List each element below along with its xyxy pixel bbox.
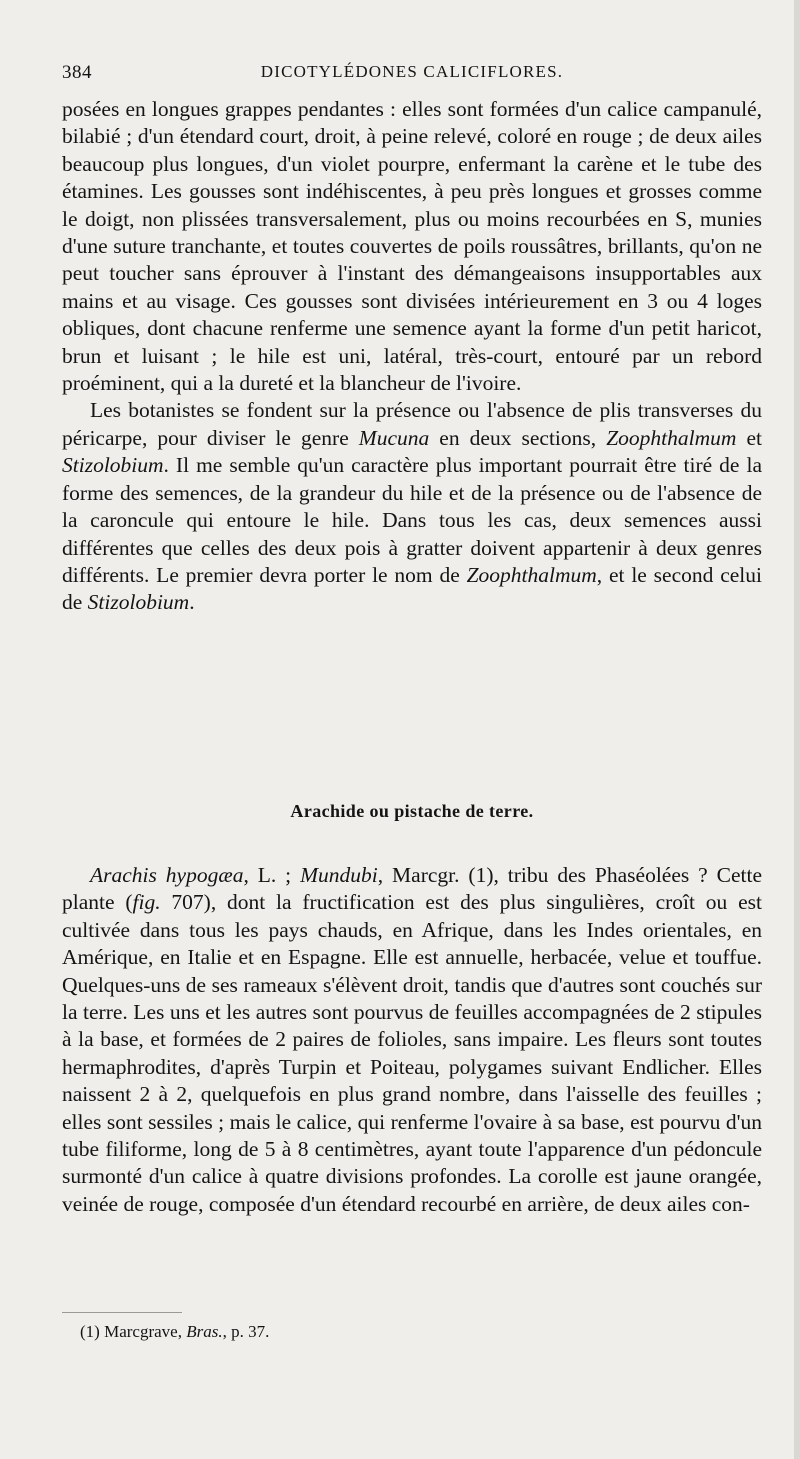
- page-edge: [794, 0, 800, 1459]
- genus-name: Zoophthalmum: [606, 425, 737, 450]
- species-name: Arachis hypogæa: [90, 863, 244, 887]
- paragraph-arachis: [62, 862, 762, 1218]
- paragraph-text: . Il me semble qu'un caractère plus important pourrait être tiré de la forme des semences, de la grandeur du hile et de la présence ou de l'absence de la caroncule qui entoure le hile. Dans tous les cas, deux semences aussi différentes que celles des deux pois à gratter doivent appartenir à deux genres différents. Le premier devra porter le nom de: [62, 453, 762, 587]
- footnote: [80, 1322, 269, 1342]
- text-block-upper: [62, 96, 762, 617]
- paragraph-continued: posées en longues grappes pendantes : elles sont formées d'un calice campanulé, bilabié ; d'un étendard court, droit, à peine relevé, coloré en rouge ; de deux ailes beaucoup plus longues, d'un violet pourpre, enfermant la carène et le tube des étamines. Les gousses sont indéhiscentes, à peu près longues et grosses comme le doigt, non plissées transversalement, plus ou moins recourbées en S, munies d'une suture tranchante, et toutes couvertes de poils roussâtres, brillants, qu'on ne peut toucher sans éprouver à l'instant des démangeaisons insupportables aux mains et au visage. Ces gousses sont divisées intérieurement en 3 ou 4 loges obliques, dont chacune renferme une semence ayant la forme d'un petit haricot, brun et luisant ; le hile est uni, latéral, très-court, entouré par un rebord proéminent, qui a la dureté et la blancheur de l'ivoire.: [62, 97, 762, 396]
- synonym-name: Mundubi: [300, 863, 378, 887]
- footnote-text: , p. 37.: [222, 1322, 270, 1341]
- genus-name: Mucuna: [358, 425, 430, 450]
- footnote-divider: [62, 1312, 182, 1313]
- paragraph-text: , L. ;: [243, 863, 301, 887]
- genus-name: Stizolobium: [87, 590, 190, 615]
- figure-reference: fig.: [132, 890, 161, 915]
- paragraph-text: , Marcgr. (1), tribu des Phaséolées ? Cette plante (: [62, 863, 763, 915]
- text-block-lower: [62, 862, 762, 1218]
- paragraph-text: , et le second celui de: [62, 562, 762, 615]
- genus-name: Stizolobium: [62, 453, 164, 478]
- paragraph-text: 707), dont la fructification est des plus singulières, croît ou est cultivée dans tous les pays chauds, en Afrique, dans les Indes orientales, en Amérique, en Italie et en Espagne. Elle est annuelle, herbacée, velue et touffue. Quelques-uns de ses rameaux s'élèvent droit, tandis que d'autres sont couchés sur la terre. Les uns et les autres sont pourvus de feuilles accompagnées de 2 stipules à la base, et formées de 2 paires de folioles, sans impaire. Les fleurs sont toutes hermaphrodites, d'après Turpin et Poiteau, polygames suivant Endlicher. Elles naissent 2 à 2, quelquefois en plus grand nombre, dans l'aisselle des feuilles ; elles sont sessiles ; mais le calice, qui renferme l'ovaire à sa base, est pourvu d'un tube filiforme, long de 5 à 8 centimètres, ayant toute l'apparence d'un pédoncule surmonté d'un calice à quatre divisions profondes. La corolle est jaune orangée, veinée de rouge, composée d'un étendard recourbé en arrière, de deux ailes con-: [62, 890, 762, 1216]
- paragraph-text: Les botanistes se fondent sur la présence ou l'absence de plis transverses du péricarpe, pour diviser le genre: [62, 398, 762, 450]
- running-title: DICOTYLÉDONES CALICIFLORES.: [260, 62, 564, 81]
- footnote-source: Bras.: [186, 1322, 223, 1341]
- paragraph-text: et: [736, 425, 762, 450]
- footnote-text: (1) Marcgrave,: [80, 1322, 187, 1341]
- paragraph-genus-mucuna: [62, 397, 762, 616]
- genus-name: Zoophthalmum: [466, 562, 597, 587]
- page-number: 384: [62, 62, 92, 83]
- section-heading: Arachide ou pistache de terre.: [290, 801, 534, 821]
- paragraph-text: .: [189, 590, 195, 615]
- paragraph-text: en deux sections,: [429, 425, 607, 450]
- running-header: [62, 62, 762, 88]
